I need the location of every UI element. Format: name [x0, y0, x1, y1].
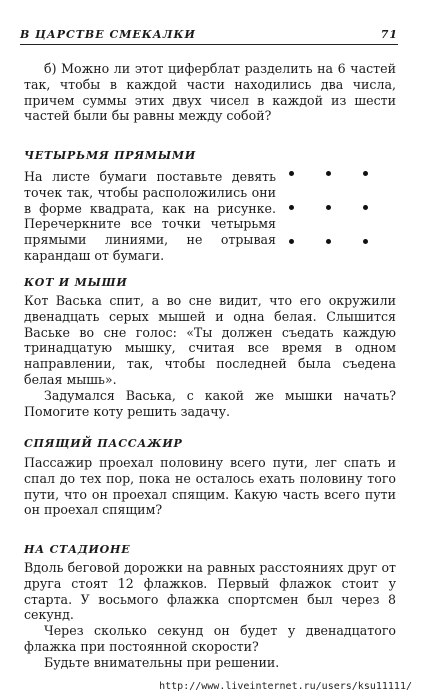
running-head — [20, 26, 398, 45]
source-url[interactable]: http://www.liveinternet.ru/users/ksu11111/ — [159, 681, 412, 692]
dot — [363, 239, 368, 244]
section-title-four-lines: ЧЕТЫРЬМЯ ПРЯМЫМИ — [24, 149, 197, 162]
intro-paragraph: б) Можно ли этот циферблат разделить на 6 частей так, чтобы в каждой части находились два числа, причем суммы этих двух чисел в каждой из шести частей были бы равны между собой? — [24, 61, 396, 124]
section-paragraph: Будьте внимательны при решении. — [44, 654, 280, 670]
section-paragraph: Задумался Васька, с какой же мышки начать? Помогите коту решить задачу. — [24, 387, 396, 419]
section-paragraph: Вдоль беговой дорожки на равных расстояниях друг от друга стоят 12 флажков. Первый флажок стоит у старта. У восьмого флажка спортсмен был через 8 секунд. — [24, 560, 396, 623]
dot — [363, 205, 368, 210]
section-sleeping-passenger — [24, 437, 396, 518]
intro-question — [24, 61, 396, 124]
page-number: 71 — [380, 28, 398, 41]
dot — [289, 171, 294, 176]
nine-dots-figure — [286, 168, 376, 246]
section-title-stadium: НА СТАДИОНЕ — [24, 543, 131, 556]
dot — [326, 205, 331, 210]
section-paragraph: Пассажир проехал половину всего пути, лег спать и спал до тех пор, пока не осталось ехать половину того пути, что он проехал спящим. Какую часть всего пути он проехал спящим? — [24, 455, 396, 518]
section-paragraph: Кот Васька спит, а во сне видит, что его окружили двенадцать серых мышей и одна белая. Слышится Ваське во сне голос: «Ты должен съедать каждую тринадцатую мышку, считая все время в одном направлении, так, чтобы последней была съедена белая мышь». — [24, 293, 396, 387]
dot — [363, 171, 368, 176]
dot — [326, 171, 331, 176]
section-paragraph: Через сколько секунд он будет у двенадцатого флажка при постоянной скорости? — [24, 623, 396, 654]
section-stadium — [24, 543, 396, 671]
section-cat-and-mice — [24, 276, 396, 419]
running-head-title: В ЦАРСТВЕ СМЕКАЛКИ — [20, 28, 196, 41]
dot — [326, 239, 331, 244]
section-title-sleeping-passenger: СПЯЩИЙ ПАССАЖИР — [24, 437, 183, 450]
section-paragraph: На листе бумаги поставьте девять точек так, чтобы расположились они в форме квадрата, как на рисунке. Перечеркните все точки четырьмя прямыми линиями, не отрывая карандаш от бумаги. — [24, 169, 276, 263]
section-title-cat-and-mice: КОТ И МЫШИ — [24, 276, 128, 289]
dot — [289, 205, 294, 210]
dot — [289, 239, 294, 244]
